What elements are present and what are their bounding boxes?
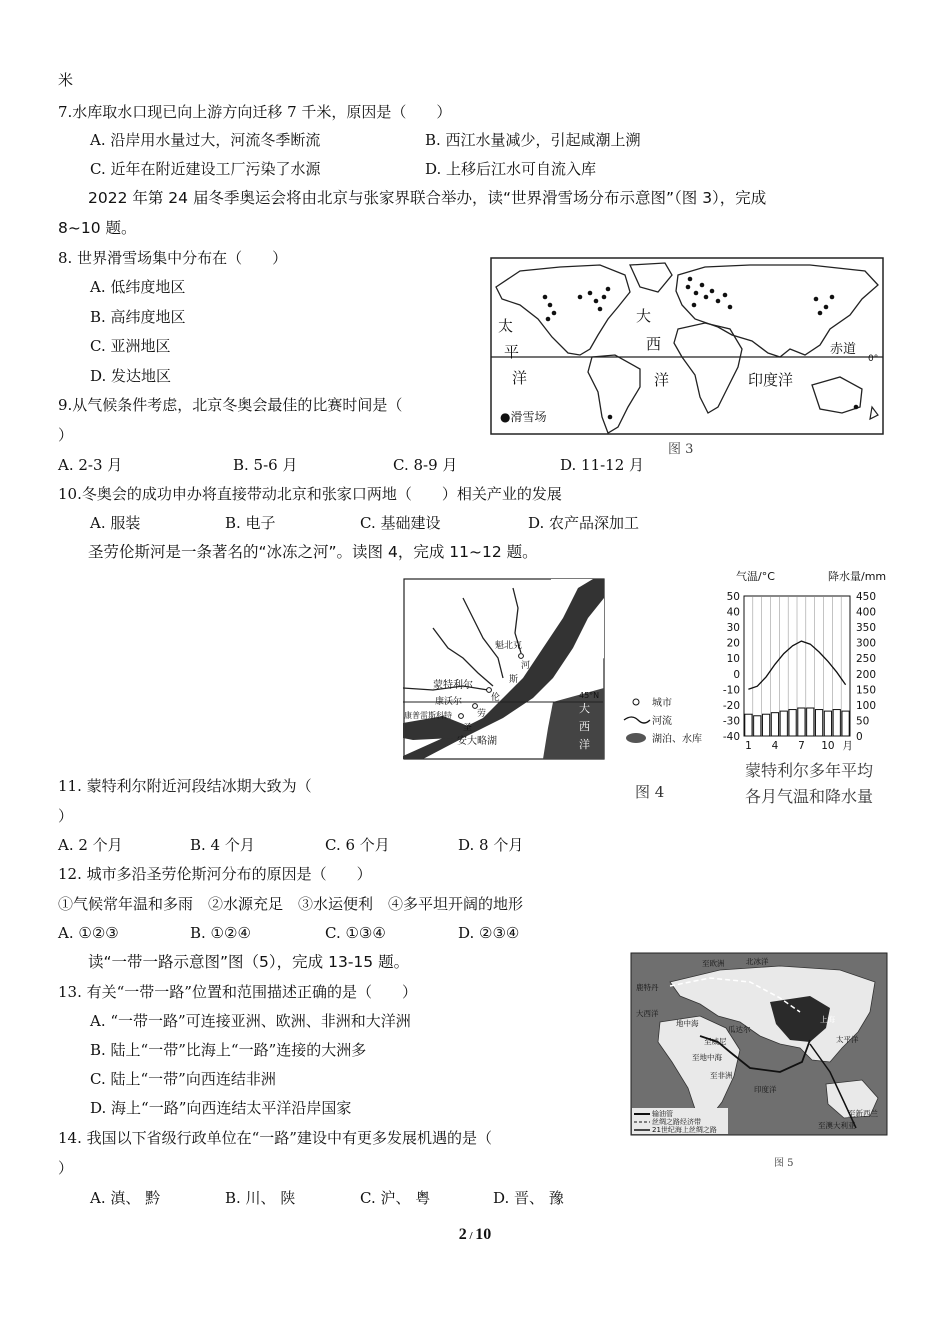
precipitation-bar (780, 711, 787, 736)
label-pacific-ocean: 太平洋 (836, 1035, 859, 1044)
label-to-venice: 至威尼 (704, 1037, 727, 1046)
q9-stem-close: ） (58, 426, 74, 444)
legend-river-label: 河流 (652, 716, 672, 727)
label-to-australia: 至澳大利亚 (818, 1121, 856, 1130)
y-left-tick-label: 0 (733, 668, 740, 681)
label-pacific-2: 平 (504, 343, 520, 361)
legend-maritime: 21世纪海上丝绸之路 (652, 1126, 717, 1134)
q14-stem: 14. 我国以下省级行政单位在“一路”建设中有更多发展机遇的是（ (58, 1129, 492, 1147)
q11-option-d: D. 8 个月 (458, 836, 524, 854)
q14-option-b: B. 川、 陕 (225, 1189, 296, 1207)
q9-stem: 9.从气候条件考虑，北京冬奥会最佳的比赛时间是（ (58, 396, 403, 414)
intro2-text: 圣劳伦斯河是一条著名的“冰冻之河”。读图 4，完成 11~12 题。 (88, 543, 538, 561)
ski-dot (546, 317, 551, 322)
label-zero-degree: 0° (868, 354, 879, 364)
precipitation-bar (824, 711, 831, 736)
q11-option-b: B. 4 个月 (190, 836, 255, 854)
x-tick-label: 7 (798, 740, 805, 752)
q12-option-a: A. ①②③ (58, 924, 119, 942)
label-to-new-zealand: 至新西兰 (848, 1109, 878, 1118)
page-number (0, 1226, 950, 1244)
legend-lake-label: 湖泊、水库 (652, 734, 702, 745)
precipitation-bar (745, 714, 752, 736)
label-pacific-3: 洋 (512, 369, 528, 387)
y-right-tick-label: 200 (856, 668, 877, 681)
intro3-text: 读“一带一路示意图”图（5），完成 13-15 题。 (88, 953, 410, 971)
q9-option-c: C. 8-9 月 (393, 456, 458, 474)
q12-stem: 12. 城市多沿圣劳伦斯河分布的原因是（ ） (58, 865, 372, 883)
y-left-axis-label: 气温/°C (736, 570, 775, 583)
y-left-tick-label: 10 (726, 653, 740, 666)
precipitation-bar (754, 716, 761, 736)
ski-dot (598, 307, 603, 312)
ski-dot (608, 415, 613, 420)
label-lao: 劳 (477, 709, 487, 719)
label-indian-ocean: 印度洋 (748, 371, 794, 389)
city-dot (487, 688, 492, 693)
label-he: 河 (521, 661, 531, 671)
precipitation-bar (833, 710, 840, 736)
q10-stem: 10.冬奥会的成功申办将直接带动北京和张家口两地（ ）相关产业的发展 (58, 485, 562, 503)
figure-5-caption: 图 5 (774, 1158, 794, 1169)
label-quebec: 魁北克 (495, 641, 523, 651)
figure-4-caption: 图 4 (635, 783, 665, 801)
legend-ski-resort: ●滑雪场 (500, 410, 547, 424)
ski-dot (594, 299, 599, 304)
carryover-text: 米 (58, 71, 74, 89)
fig5-legend (632, 1108, 728, 1134)
q11-stem-close: ） (58, 807, 74, 825)
ski-dot (723, 293, 728, 298)
ski-dot (814, 297, 819, 302)
label-to-africa: 至非洲 (710, 1071, 733, 1080)
precipitation-bar (762, 714, 769, 736)
figure-4-legend (620, 694, 720, 750)
q12-option-d: D. ②③④ (458, 924, 520, 942)
label-lat-45: 45°N (579, 691, 600, 700)
y-right-tick-label: 0 (856, 731, 863, 743)
q9-option-b: B. 5-6 月 (233, 456, 298, 474)
ski-dot (548, 303, 553, 308)
q10-option-c: C. 基础建设 (360, 514, 441, 532)
y-right-tick-label: 250 (856, 653, 877, 666)
label-pacific-1: 太 (498, 317, 514, 335)
legend-lake-symbol (626, 733, 646, 743)
y-left-tick-label: -10 (722, 684, 740, 697)
ski-dot (686, 285, 691, 290)
q7-option-c: C. 近年在附近建设工厂污染了水源 (90, 160, 321, 178)
q8-option-c: C. 亚洲地区 (90, 337, 171, 355)
q8-option-b: B. 高纬度地区 (90, 308, 186, 326)
q9-option-a: A. 2-3 月 (58, 456, 123, 474)
figure-3-caption: 图 3 (668, 442, 694, 457)
label-kingston: 康沃尔 (435, 697, 463, 707)
q8-option-d: D. 发达地区 (90, 367, 172, 385)
q7-option-b: B. 西江水量减少，引起咸潮上溯 (425, 131, 641, 149)
label-atlantic-2: 西 (646, 335, 662, 353)
y-right-tick-label: 100 (856, 699, 877, 712)
y-right-tick-label: 50 (856, 715, 870, 728)
ski-dot (700, 283, 705, 288)
x-tick-label: 1 (745, 740, 752, 752)
page-total: 10 (475, 1226, 492, 1243)
q11-option-a: A. 2 个月 (58, 836, 123, 854)
fig4-chart-caption-line1: 蒙特利尔多年平均 (745, 761, 874, 780)
q13-option-b: B. 陆上“一带”比海上“一路”连接的大洲多 (90, 1041, 367, 1059)
label-lun: 伦 (491, 693, 501, 703)
ski-dot (694, 291, 699, 296)
y-left-tick-label: 40 (726, 606, 740, 619)
ski-dot (710, 289, 715, 294)
label-shanghai: 上海 (820, 1015, 835, 1024)
precipitation-bar (815, 710, 822, 736)
q12-option-c: C. ①③④ (325, 924, 386, 942)
y-right-axis-label: 降水量/mm (828, 570, 887, 583)
q12-option-b: B. ①②④ (190, 924, 251, 942)
page-current: 2 (458, 1226, 467, 1243)
q14-option-c: C. 沪、 粤 (360, 1189, 431, 1207)
intro1-line1: 2022 年第 24 届冬季奥运会将由北京与张家界联合举办，读“世界滑雪场分布示意图”（图 3），完成 (88, 189, 767, 207)
label-sheng: 圣 (463, 723, 473, 733)
precipitation-bar (807, 708, 814, 736)
y-right-tick-label: 350 (856, 622, 877, 635)
figure-3-ski-map (490, 257, 885, 457)
label-equator: 赤道 (830, 342, 857, 357)
q7-option-a: A. 沿岸用水量过大，河流冬季断流 (90, 131, 321, 149)
legend-river-symbol (624, 717, 650, 723)
ski-dot (854, 405, 859, 410)
ski-dot (692, 303, 697, 308)
y-left-tick-label: 20 (726, 637, 740, 650)
label-atlantic-1: 大 (579, 702, 590, 715)
legend-oil-pipeline: 输油管 (652, 1110, 673, 1118)
legend-silk-road: 丝绸之路经济带 (652, 1118, 701, 1126)
ski-dot (818, 311, 823, 316)
x-tick-label: 4 (771, 740, 779, 752)
q9-option-d: D. 11-12 月 (560, 456, 645, 474)
intro1-line2: 8~10 题。 (58, 219, 137, 237)
q14-option-a: A. 滇、 黔 (90, 1189, 161, 1207)
q13-option-a: A. “一带一路”可连接亚洲、欧洲、非洲和大洋洲 (90, 1012, 411, 1030)
precipitation-bar (771, 713, 778, 736)
ski-dot (704, 295, 709, 300)
ski-dot (606, 287, 611, 292)
ski-dot (688, 277, 693, 282)
label-arctic-ocean: 北冰洋 (746, 957, 769, 966)
montreal-climate-chart (708, 566, 893, 756)
ski-dot (543, 295, 548, 300)
y-right-tick-label: 450 (856, 591, 877, 603)
q12-statements: ①气候常年温和多雨 ②水源充足 ③水运便利 ④多平坦开阔的地形 (58, 895, 524, 913)
fig4-chart-caption-line2: 各月气温和降水量 (745, 787, 874, 806)
ski-dot (602, 295, 607, 300)
label-atlantic-ocean: 大西洋 (636, 1009, 659, 1018)
y-left-tick-label: -30 (722, 715, 740, 728)
q8-option-a: A. 低纬度地区 (90, 278, 186, 296)
legend-city-label: 城市 (652, 698, 672, 709)
label-cornwall: 康普雷斯科特 (404, 711, 452, 720)
precipitation-bar (789, 710, 796, 736)
ski-dot (588, 291, 593, 296)
label-mediterranean: 地中海 (676, 1019, 699, 1028)
label-atlantic-3: 洋 (654, 371, 670, 389)
precipitation-bar (842, 711, 849, 736)
label-atlantic-1: 大 (636, 307, 652, 325)
map-frame (491, 258, 883, 434)
q13-stem: 13. 有关“一带一路”位置和范围描述正确的是（ ） (58, 983, 417, 1001)
q13-option-d: D. 海上“一路”向西连结太平洋沿岸国家 (90, 1099, 352, 1117)
ski-dot (824, 305, 829, 310)
q10-option-a: A. 服装 (90, 514, 141, 532)
city-dot (519, 654, 524, 659)
label-atlantic-3: 洋 (579, 738, 590, 751)
q14-option-d: D. 晋、 豫 (493, 1189, 564, 1207)
label-montreal: 蒙特利尔 (433, 680, 473, 691)
q10-option-b: B. 电子 (225, 514, 276, 532)
y-left-tick-label: -20 (722, 699, 740, 712)
q7-option-d: D. 上移后江水可自流入库 (425, 160, 597, 178)
label-atlantic-2: 西 (579, 720, 590, 733)
y-left-tick-label: 30 (726, 622, 740, 635)
q8-stem: 8. 世界滑雪场集中分布在（ ） (58, 249, 288, 267)
city-dot (459, 714, 464, 719)
x-tick-label: 月 (842, 740, 853, 752)
city-dot (473, 704, 478, 709)
q10-option-d: D. 农产品深加工 (528, 514, 640, 532)
ski-dot (728, 305, 733, 310)
q14-stem-close: ） (58, 1159, 74, 1177)
ski-dot (830, 295, 835, 300)
ski-dot (552, 311, 557, 316)
q11-stem: 11. 蒙特利尔附近河段结冰期大致为（ (58, 777, 312, 795)
legend-city-symbol (633, 699, 639, 705)
y-left-tick-label: 50 (726, 591, 740, 603)
label-gwadar: 瓜达尔 (728, 1025, 751, 1034)
q13-option-c: C. 陆上“一带”向西连结非洲 (90, 1070, 276, 1088)
x-tick-label: 10 (821, 740, 835, 752)
label-to-mediterranean: 至地中海 (692, 1053, 722, 1062)
q11-option-c: C. 6 个月 (325, 836, 390, 854)
y-right-tick-label: 150 (856, 684, 877, 697)
y-right-tick-label: 400 (856, 606, 877, 619)
label-rotterdam: 鹿特丹 (636, 983, 659, 992)
y-left-tick-label: -40 (722, 731, 740, 743)
page-separator: / (466, 1230, 476, 1242)
label-ontario: 安大略湖 (457, 736, 497, 747)
label-indian-ocean: 印度洋 (754, 1085, 777, 1094)
y-right-tick-label: 300 (856, 637, 877, 650)
label-to-europe: 至欧洲 (702, 959, 725, 968)
figure-5-belt-road-map (630, 952, 890, 1172)
ski-dot (716, 299, 721, 304)
figure-4-st-lawrence-map (403, 578, 613, 762)
ski-dot (578, 295, 583, 300)
precipitation-bar (798, 708, 805, 736)
label-si: 斯 (509, 675, 519, 685)
q7-stem: 7.水库取水口现已向上游方向迁移 7 千米，原因是（ ） (58, 103, 452, 121)
